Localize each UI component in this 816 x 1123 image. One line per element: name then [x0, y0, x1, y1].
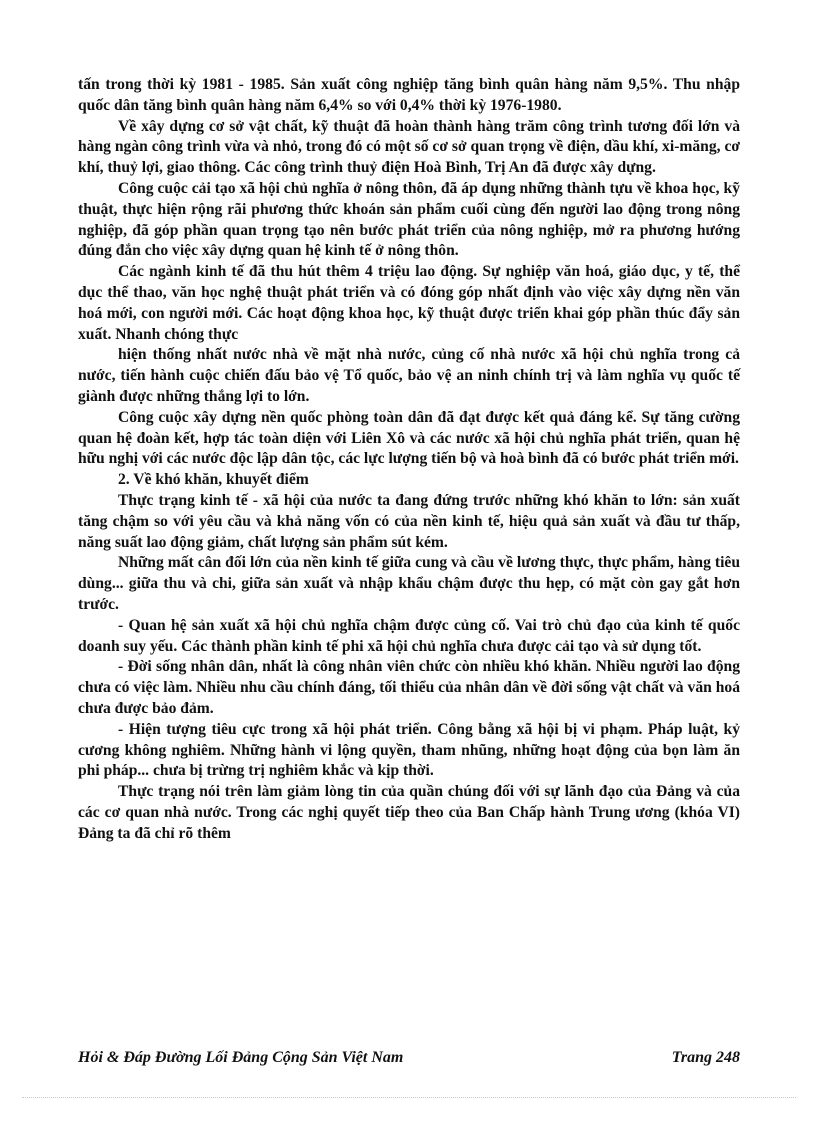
document-body	[78, 75, 740, 844]
paragraph: - Đời sống nhân dân, nhất là công nhân viên chức còn nhiều khó khăn. Nhiều người lao động chưa có việc làm. Nhiều nhu cầu chính đáng, tối thiểu của nhân dân về đời sống vật chất và văn hoá chưa được bảo đảm.	[78, 658, 740, 717]
footer-title: Hỏi & Đáp Đường Lối Đảng Cộng Sản Việt Nam	[78, 1049, 404, 1066]
paragraph: Công cuộc xây dựng nền quốc phòng toàn dân đã đạt được kết quả đáng kể. Sự tăng cường quan hệ đoàn kết, hợp tác toàn diện với Liên Xô và các nước xã hội chủ nghĩa phát triển, quan hệ hữu nghị với các nước độc lập dân tộc, các lực lượng tiến bộ và hoà bình đã có bước phát triển mới.	[78, 408, 740, 468]
paragraph: - Quan hệ sản xuất xã hội chủ nghĩa chậm được củng cố. Vai trò chủ đạo của kinh tế quốc doanh suy yếu. Các thành phần kinh tế phi xã hội chủ nghĩa chưa được cải tạo và sử dụng tốt.	[78, 616, 740, 655]
page-bottom-divider	[22, 1097, 796, 1098]
paragraph: Các ngành kinh tế đã thu hút thêm 4 triệu lao động. Sự nghiệp văn hoá, giáo dục, y tế, thể dục thể thao, văn học nghệ thuật phát triển và có đóng góp nhất định vào việc xây dựng nền văn hoá mới, con người mới. Các hoạt động khoa học, kỹ thuật được triển khai góp phần thúc đẩy sản xuất. Nhanh chóng thực	[78, 263, 740, 343]
paragraph: tấn trong thời kỳ 1981 - 1985. Sản xuất công nghiệp tăng bình quân hàng năm 9,5%. Thu nhập quốc dân tăng bình quân hàng năm 6,4% so với 0,4% thời kỳ 1976-1980.	[78, 76, 740, 114]
page-footer	[78, 1049, 740, 1067]
paragraph: Những mất cân đối lớn của nền kinh tế giữa cung và cầu về lương thực, thực phẩm, hàng tiêu dùng... giữa thu và chi, giữa sản xuất và nhập khẩu chậm được thu hẹp, có mặt còn gay gắt hơn trước.	[78, 554, 740, 613]
paragraph: Công cuộc cải tạo xã hội chủ nghĩa ở nông thôn, đã áp dụng những thành tựu về khoa học, kỹ thuật, thực hiện rộng rãi phương thức khoán sản phẩm cuối cùng đến người lao động trong nông nghiệp, đã góp phần quan trọng tạo nên bước phát triển của nông nghiệp, mở ra phương hướng đúng đắn cho việc xây dựng quan hệ kinh tế ở nông thôn.	[78, 179, 740, 260]
paragraph: Thực trạng nói trên làm giảm lòng tin của quần chúng đối với sự lãnh đạo của Đảng và của các cơ quan nhà nước. Trong các nghị quyết tiếp theo của Ban Chấp hành Trung ương (khóa VI) Đảng ta đã chỉ rõ thêm	[78, 783, 740, 842]
section-heading: 2. Về khó khăn, khuyết điểm	[118, 471, 309, 489]
paragraph: Thực trạng kinh tế - xã hội của nước ta đang đứng trước những khó khăn to lớn: sản xuất tăng chậm so với yêu cầu và khả năng vốn có của nền kinh tế, hiệu quả sản xuất và đầu tư thấp, năng suất lao động giảm, chất lượng sản phẩm sút kém.	[78, 491, 740, 551]
page-number: Trang 248	[671, 1049, 740, 1066]
paragraph: Về xây dựng cơ sở vật chất, kỹ thuật đã hoàn thành hàng trăm công trình tương đối lớn và hàng ngàn công trình vừa và nhỏ, trong đó có một số cơ sở quan trọng về điện, dầu khí, xi-măng, cơ khí, thuỷ lợi, giao thông. Các công trình thuỷ điện Hoà Bình, Trị An đã được xây dựng.	[78, 117, 740, 177]
paragraph: hiện thống nhất nước nhà về mặt nhà nước, củng cố nhà nước xã hội chủ nghĩa trong cả nước, tiến hành cuộc chiến đấu bảo vệ Tổ quốc, bảo vệ an ninh chính trị và làm nghĩa vụ quốc tế giành được những thắng lợi to lớn.	[78, 346, 740, 405]
paragraph: - Hiện tượng tiêu cực trong xã hội phát triển. Công bằng xã hội bị vi phạm. Pháp luật, kỷ cương không nghiêm. Những hành vi lộng quyền, tham nhũng, những hoạt động của bọn làm ăn phi pháp... chưa bị trừng trị nghiêm khắc và kịp thời.	[78, 720, 740, 780]
